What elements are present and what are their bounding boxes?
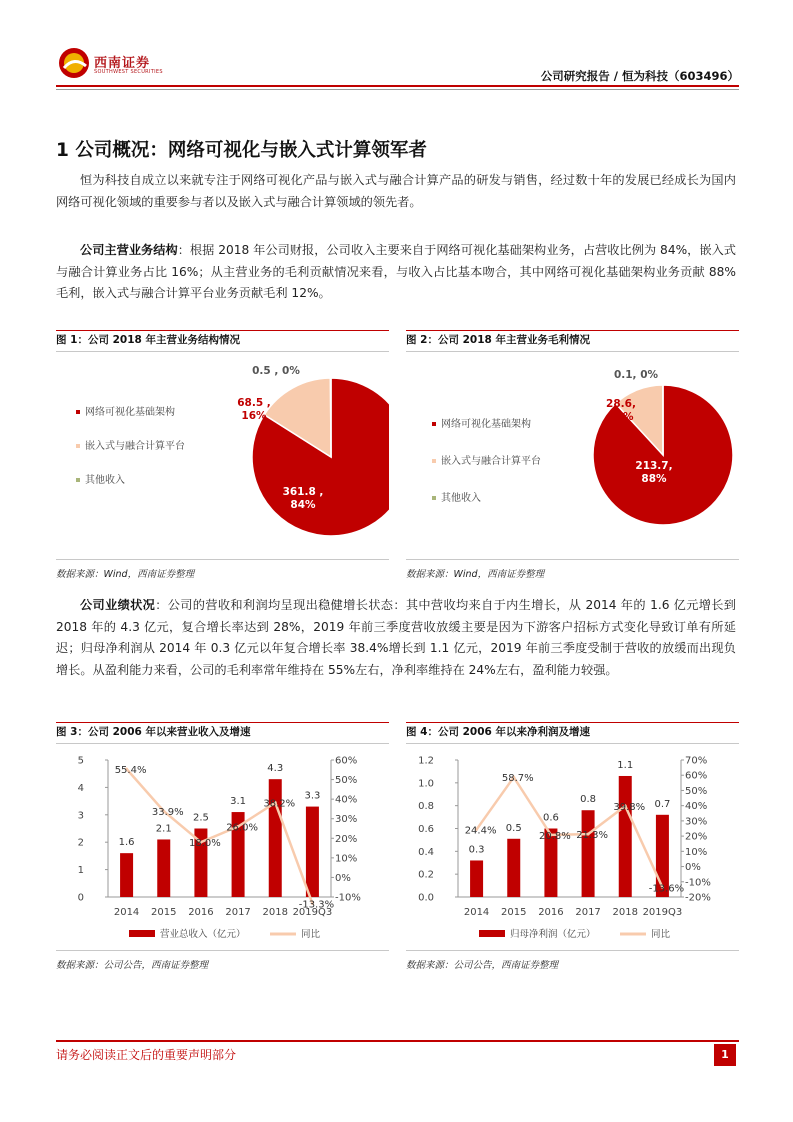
report-title: 公司研究报告 / 恒为科技（603496） (540, 69, 739, 83)
data-label: 0.1, 0% (613, 369, 659, 381)
legend-swatch (432, 496, 436, 500)
legend-swatch (432, 422, 436, 426)
data-label: 361.8 , (282, 486, 324, 498)
y-tick-label: 1 (77, 865, 84, 877)
bar (470, 860, 483, 897)
data-label-percent: 84% (290, 499, 316, 511)
y2-tick-label: 30% (335, 814, 358, 826)
growth-value-label: 18.0% (189, 838, 221, 850)
x-tick-label: 2019Q3 (642, 907, 683, 918)
y-tick-label: 5 (77, 755, 84, 767)
y2-tick-label: 40% (335, 794, 358, 806)
bar-value-label: 0.7 (654, 798, 671, 810)
figure-2-source: 数据来源：Wind，西南证券整理 (406, 569, 545, 580)
growth-value-label: 39.8% (613, 801, 646, 813)
bar-value-label: 3.1 (230, 796, 247, 808)
footer-divider (56, 1040, 739, 1042)
bar (157, 839, 170, 897)
y-tick-label: 0 (77, 892, 84, 904)
bar-value-label: 2.1 (155, 823, 172, 835)
figure-2-title: 图 2：公司 2018 年主营业务毛利情况 (406, 330, 739, 352)
legend-swatch (76, 410, 80, 414)
y2-tick-label: 10% (335, 853, 358, 865)
y2-tick-label: 30% (685, 816, 708, 828)
growth-value-label: 38.2% (263, 798, 296, 810)
growth-value-label: 24.4% (464, 825, 497, 837)
x-tick-label: 2017 (575, 907, 601, 918)
growth-value-label: 20.8% (539, 830, 571, 842)
legend-line-label: 同比 (651, 929, 671, 940)
x-tick-label: 2018 (612, 907, 638, 918)
data-label: 68.5 , (237, 397, 271, 409)
data-label-percent: 12% (608, 411, 634, 423)
bar-value-label: 4.3 (267, 763, 284, 775)
header-divider-thin (56, 89, 739, 90)
growth-value-label: -13.6% (648, 883, 685, 895)
performance-paragraph (56, 595, 736, 681)
figure-2-pie-chart (406, 352, 739, 560)
y-tick-label: 1.2 (418, 755, 434, 767)
y2-tick-label: 60% (685, 770, 708, 782)
bar-value-label: 1.1 (617, 759, 634, 771)
data-label: 213.7, (635, 460, 673, 472)
legend-label: 网络可视化基础架构 (441, 419, 531, 430)
figure-4-title: 图 4：公司 2006 年以来净利润及增速 (406, 722, 739, 744)
intro-paragraph: 恒为科技自成立以来就专注于网络可视化产品与嵌入式与融合计算产品的研发与销售，经过数十年的发展已经成长为国内网络可视化领域的重要参与者以及嵌入式与融合计算领域的领先者。 (56, 173, 736, 209)
growth-value-label: 58.7% (501, 773, 534, 785)
y2-tick-label: 10% (685, 846, 708, 858)
y-tick-label: 2 (77, 837, 84, 849)
legend-bar-swatch (479, 930, 505, 937)
growth-value-label: 33.9% (151, 807, 184, 819)
legend-bar-swatch (129, 930, 155, 937)
y2-tick-label: 50% (335, 775, 358, 787)
y2-tick-label: 20% (335, 833, 358, 845)
legend-label: 嵌入式与融合计算平台 (441, 456, 541, 467)
figure-1-bottom-rule (56, 559, 389, 560)
figure-1-title: 图 1：公司 2018 年主营业务结构情况 (56, 330, 389, 352)
footer-disclaimer: 请务必阅读正文后的重要声明部分 (56, 1048, 237, 1062)
section-title: 1 公司概况：网络可视化与嵌入式计算领军者 (56, 140, 427, 161)
bar-value-label: 0.8 (580, 794, 597, 806)
bar-value-label: 0.6 (542, 812, 559, 824)
legend-swatch (432, 459, 436, 463)
figure-4-combo-chart (406, 744, 739, 949)
y2-tick-label: 70% (685, 755, 708, 767)
x-tick-label: 2014 (113, 907, 140, 918)
y-tick-label: 0.8 (418, 801, 434, 813)
y-tick-label: 3 (77, 810, 84, 822)
figure-1-pie-chart (56, 352, 389, 560)
figure-1-source: 数据来源：Wind，西南证券整理 (56, 569, 195, 580)
bar-value-label: 1.6 (118, 837, 135, 849)
business-structure-paragraph (56, 240, 736, 305)
x-tick-label: 2016 (188, 907, 214, 918)
growth-value-label: 21.3% (576, 830, 608, 842)
header-divider (56, 85, 739, 87)
x-tick-label: 2016 (538, 907, 564, 918)
performance-text: ：公司的营收和利润均呈现出稳健增长状态：其中营收均来自于内生增长，从 2014 年的 1.6 亿元增长到 2018 年的 4.3 亿元，复合增长率达到 28%，2019 年前三季度营收放缓主要是因为下游客户招标方式变化导致订单有所延迟；归母净利润从 2014 年 0.3 亿元以年复合增长率 38.4%增长到 1.1 亿元，2019 年前三季度受制于营收的放缓而出现负增长。从盈利能力来看，公司的毛利率常年维持在 55%左右，净利率维持在 24%左右，盈利能力较强。 (56, 598, 736, 677)
x-tick-label: 2018 (262, 907, 288, 918)
logo-text-cn: 西南证券 (94, 56, 151, 71)
data-label: 0.5 , 0% (252, 365, 300, 377)
bar (306, 807, 319, 897)
figure-2-bottom-rule (406, 559, 739, 560)
y2-tick-label: 60% (335, 755, 358, 767)
bar-value-label: 0.5 (505, 822, 522, 834)
growth-line (127, 769, 313, 903)
x-tick-label: 2015 (501, 907, 527, 918)
y-tick-label: 0.6 (418, 824, 434, 835)
y2-tick-label: -10% (335, 892, 361, 904)
y-tick-label: 1.0 (418, 778, 434, 790)
growth-value-label: -13.3% (298, 899, 335, 911)
bar (507, 839, 520, 897)
figure-3-source: 数据来源：公司公告，西南证券整理 (56, 960, 209, 971)
performance-heading: 公司业绩状况 (80, 598, 156, 612)
x-tick-label: 2014 (463, 907, 490, 918)
figure-3-bottom-rule (56, 950, 389, 951)
bar (120, 853, 133, 897)
y2-tick-label: -20% (685, 892, 711, 904)
bar-value-label: 3.3 (304, 790, 321, 802)
y2-tick-label: 0% (685, 862, 701, 874)
bar (269, 779, 282, 897)
business-structure-heading: 公司主营业务结构 (80, 243, 178, 257)
x-tick-label: 2015 (151, 907, 177, 918)
figure-4-source: 数据来源：公司公告，西南证券整理 (406, 960, 559, 971)
y2-tick-label: 0% (335, 872, 351, 884)
figure-3-title: 图 3：公司 2006 年以来营业收入及增速 (56, 722, 389, 744)
y2-tick-label: 20% (685, 831, 708, 843)
legend-label: 网络可视化基础架构 (85, 407, 175, 418)
bar-value-label: 0.3 (468, 844, 485, 856)
business-structure-text: ：根据 2018 年公司财报，公司收入主要来自于网络可视化基础架构业务，占营收比例为 84%，嵌入式与融合计算业务占比 16%；从主营业务的毛利贡献情况来看，与收入占比基本吻合，其中网络可视化基础架构业务贡献 88%毛利，嵌入式与融合计算平台业务贡献毛利 12%。 (56, 243, 736, 300)
page-number: 1 (714, 1044, 736, 1066)
legend-label: 其他收入 (441, 493, 481, 504)
y2-tick-label: -10% (685, 877, 711, 889)
data-label-percent: 16% (241, 410, 267, 422)
data-label: 28.6, (606, 398, 636, 410)
y-tick-label: 0.2 (418, 869, 434, 881)
legend-label: 其他收入 (85, 475, 125, 486)
growth-value-label: 26.0% (226, 822, 258, 834)
growth-value-label: 55.4% (114, 765, 147, 777)
legend-line-label: 同比 (301, 929, 321, 940)
pie-slice-3 (330, 378, 331, 457)
legend-bar-label: 归母净利润（亿元） (510, 929, 596, 940)
bar (582, 810, 595, 897)
legend-swatch (76, 444, 80, 448)
legend-label: 嵌入式与融合计算平台 (85, 441, 185, 452)
y2-tick-label: 40% (685, 801, 708, 813)
figure-4-bottom-rule (406, 950, 739, 951)
bar (619, 776, 632, 897)
legend-swatch (76, 478, 80, 482)
y-tick-label: 4 (77, 782, 84, 794)
logo-emblem-icon (58, 46, 92, 80)
y-tick-label: 0.4 (418, 846, 434, 858)
y-tick-label: 0.0 (418, 892, 434, 904)
figure-3-combo-chart (56, 744, 389, 949)
data-label-percent: 88% (641, 473, 667, 485)
x-tick-label: 2019Q3 (292, 907, 333, 918)
y2-tick-label: 50% (685, 785, 708, 797)
x-tick-label: 2017 (225, 907, 251, 918)
bar-value-label: 2.5 (192, 812, 209, 824)
logo-text-en: SOUTHWEST SECURITIES (94, 69, 163, 75)
legend-bar-label: 营业总收入（亿元） (160, 929, 246, 940)
